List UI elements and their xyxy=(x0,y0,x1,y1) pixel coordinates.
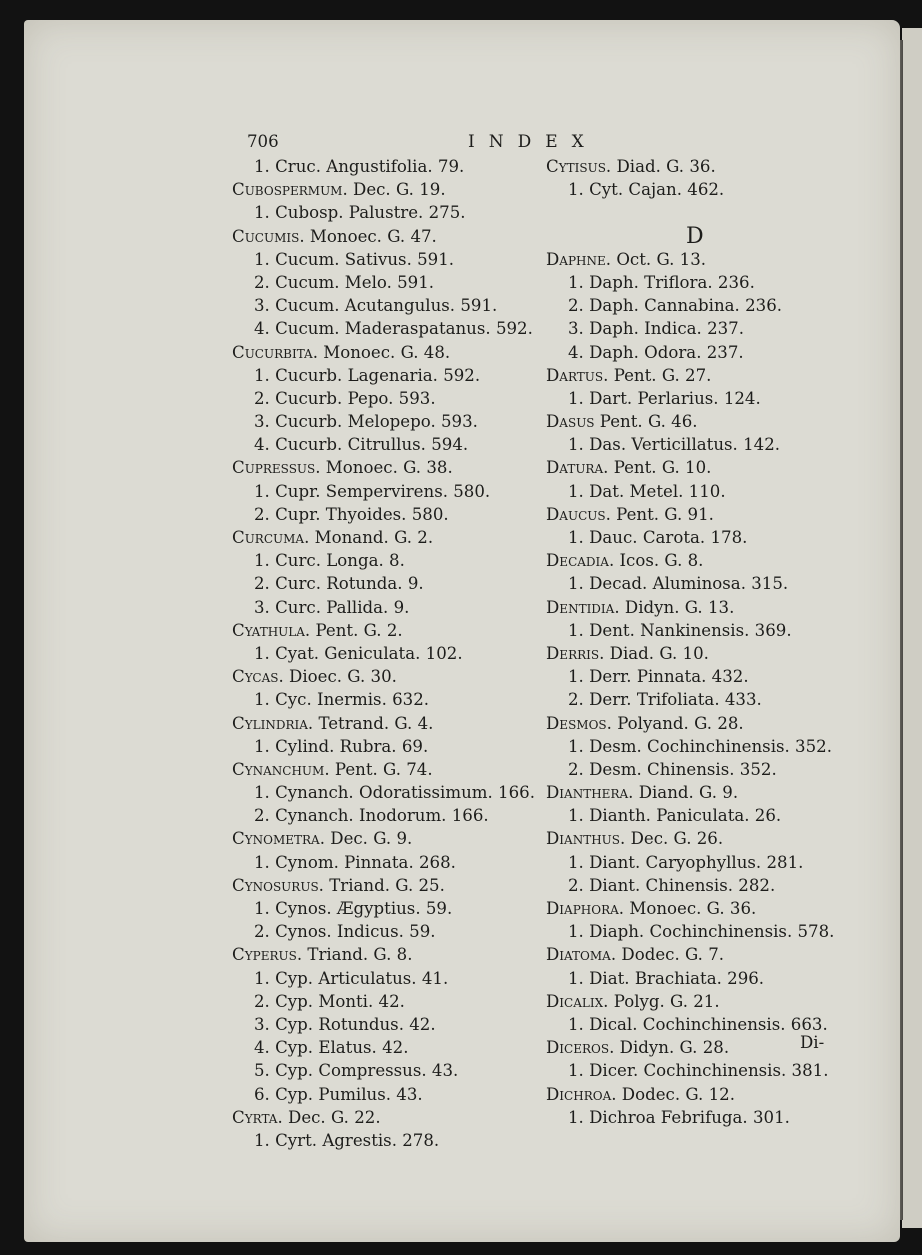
species-entry: 1. Cruc. Angustifolia. 79. xyxy=(254,157,465,176)
species-entry: 1. Dical. Cochinchinensis. 663. xyxy=(568,1014,828,1034)
genus-entry xyxy=(232,225,535,248)
genus-name: Decadia xyxy=(546,551,609,571)
genus-details: . Monoec. G. 38. xyxy=(315,458,453,478)
genus-entry xyxy=(546,364,834,387)
species-entry: 3. Cyp. Rotundus. 42. xyxy=(254,1014,436,1034)
genus-name: Diatoma xyxy=(546,945,611,965)
genus-entry xyxy=(546,503,834,526)
genus-details: . Tetrand. G. 4. xyxy=(307,713,434,733)
species-entry: 1. Dart. Perlarius. 124. xyxy=(568,388,761,408)
genus-name: Cucumis xyxy=(232,226,300,246)
genus-entry xyxy=(232,943,535,966)
species-entry: 2. Derr. Trifoliata. 433. xyxy=(568,690,762,710)
species-entry: 2. Cucurb. Pepo. 593. xyxy=(254,388,436,408)
species-entry: 1. Dauc. Carota. 178. xyxy=(568,528,748,547)
species-entry: 1. Decad. Aluminosa. 315. xyxy=(568,574,789,594)
next-page-edge xyxy=(902,28,922,1228)
genus-entry xyxy=(232,874,535,897)
species-entry: 1. Cynos. Ægyptius. 59. xyxy=(254,899,453,918)
genus-details: . Didyn. G. 13. xyxy=(614,597,735,617)
species-entry: 1. Diaph. Cochinchinensis. 578. xyxy=(568,922,835,942)
species-entry: 4. Daph. Odora. 237. xyxy=(568,342,744,362)
genus-name: Cynometra xyxy=(232,829,320,849)
page-title: INDEX xyxy=(468,132,598,152)
genus-name: Dichroa xyxy=(546,1084,612,1104)
genus-details: . Monoec. G. 47. xyxy=(299,226,437,246)
genus-entry xyxy=(232,619,535,642)
genus-details: . Dec. G. 9. xyxy=(319,829,413,849)
genus-name: Curcuma xyxy=(232,528,305,547)
species-entry: 6. Cyp. Pumilus. 43. xyxy=(254,1084,423,1104)
species-entry: 1. Desm. Cochinchinensis. 352. xyxy=(568,736,833,756)
genus-details: . Pent. G. 74. xyxy=(324,759,433,779)
genus-name: Cupressus xyxy=(232,458,316,478)
genus-details: . Pent. G. 10. xyxy=(603,458,712,478)
genus-entry xyxy=(232,178,535,201)
species-entry: 1. Dat. Metel. 110. xyxy=(568,481,726,501)
genus-entry xyxy=(546,943,834,966)
species-entry: 4. Cyp. Elatus. 42. xyxy=(254,1038,409,1058)
genus-details: . Diad. G. 10. xyxy=(599,643,709,663)
genus-entry xyxy=(546,410,834,433)
genus-entry xyxy=(546,1036,834,1059)
species-entry: 2. Cyp. Monti. 42. xyxy=(254,991,405,1011)
species-entry: 1. Derr. Pinnata. 432. xyxy=(568,667,749,687)
genus-name: Cucurbita xyxy=(232,342,313,362)
species-entry: 2. Cucum. Melo. 591. xyxy=(254,272,435,292)
species-entry: 1. Curc. Longa. 8. xyxy=(254,551,405,571)
genus-entry xyxy=(546,712,834,735)
genus-name: Cyrta xyxy=(232,1107,278,1127)
species-entry: 2. Cynos. Indicus. 59. xyxy=(254,922,436,942)
species-entry: 1. Cubosp. Palustre. 275. xyxy=(254,203,466,223)
index-column-left xyxy=(232,155,535,1152)
genus-entry xyxy=(546,1083,834,1106)
species-entry: 1. Cylind. Rubra. 69. xyxy=(254,736,429,756)
genus-name: Cynanchum xyxy=(232,759,325,779)
genus-entry xyxy=(232,758,535,781)
genus-details: . Diad. G. 36. xyxy=(605,157,716,176)
species-entry: 1. Dichroa Febrifuga. 301. xyxy=(568,1107,790,1127)
genus-entry xyxy=(546,596,834,619)
species-entry: 4. Cucum. Maderaspatanus. 592. xyxy=(254,319,533,339)
genus-name: Daphne xyxy=(546,249,606,269)
genus-name: Cytisus xyxy=(546,157,606,176)
genus-details: . Dioec. G. 30. xyxy=(278,667,397,687)
genus-name: Cycas xyxy=(232,667,279,687)
genus-name: Datura xyxy=(546,458,604,478)
genus-entry xyxy=(546,456,834,479)
genus-entry xyxy=(232,526,535,549)
genus-details: . Pent. G. 91. xyxy=(605,504,714,524)
genus-entry xyxy=(546,642,834,665)
genus-details: . Oct. G. 13. xyxy=(605,249,707,269)
species-entry: 1. Cyt. Cajan. 462. xyxy=(568,180,725,200)
genus-name: Dasus xyxy=(546,412,595,432)
species-entry: 1. Dianth. Paniculata. 26. xyxy=(568,806,782,826)
species-entry: 1. Diat. Brachiata. 296. xyxy=(568,968,765,988)
species-entry: 1. Cyat. Geniculata. 102. xyxy=(254,643,463,663)
genus-details: . Monand. G. 2. xyxy=(304,528,434,547)
genus-name: Dartus xyxy=(546,365,604,385)
genus-entry xyxy=(232,456,535,479)
species-entry: 3. Curc. Pallida. 9. xyxy=(254,597,410,617)
genus-name: Dentidia xyxy=(546,597,615,617)
genus-entry xyxy=(232,341,535,364)
index-column-right xyxy=(546,155,834,1129)
genus-details: . Triand. G. 25. xyxy=(318,875,445,895)
genus-details: . Dec. G. 22. xyxy=(277,1107,381,1127)
genus-name: Dianthera xyxy=(546,783,629,803)
genus-name: Cynosurus xyxy=(232,875,319,895)
species-entry: 1. Das. Verticillatus. 142. xyxy=(568,435,781,455)
species-entry: 1. Cyp. Articulatus. 41. xyxy=(254,968,449,988)
genus-entry xyxy=(546,781,834,804)
genus-name: Daucus xyxy=(546,504,606,524)
genus-entry xyxy=(232,665,535,688)
genus-entry xyxy=(546,990,834,1013)
genus-entry xyxy=(546,155,834,178)
species-entry: 1. Cupr. Sempervirens. 580. xyxy=(254,481,491,501)
species-entry: 2. Cupr. Thyoides. 580. xyxy=(254,504,449,524)
genus-details: . Dec. G. 19. xyxy=(342,180,446,200)
blank-line xyxy=(546,201,834,224)
genus-entry xyxy=(546,897,834,920)
species-entry: 1. Daph. Triflora. 236. xyxy=(568,272,755,292)
genus-details: . Didyn. G. 28. xyxy=(609,1038,730,1058)
species-entry: 3. Cucurb. Melopepo. 593. xyxy=(254,412,478,432)
species-entry: 1. Cynanch. Odoratissimum. 166. xyxy=(254,783,535,803)
species-entry: 1. Dicer. Cochinchinensis. 381. xyxy=(568,1061,829,1081)
species-entry: 1. Dent. Nankinensis. 369. xyxy=(568,620,792,640)
species-entry: 1. Cucurb. Lagenaria. 592. xyxy=(254,365,481,385)
page-number: 706 xyxy=(247,132,279,151)
genus-name: Diceros xyxy=(546,1038,610,1058)
genus-details: . Pent. G. 27. xyxy=(603,365,712,385)
species-entry: 2. Cynanch. Inodorum. 166. xyxy=(254,806,489,826)
species-entry: 2. Curc. Rotunda. 9. xyxy=(254,574,424,594)
genus-name: Derris xyxy=(546,643,600,663)
genus-entry xyxy=(546,827,834,850)
genus-details: . Monoec. G. 48. xyxy=(312,342,451,362)
genus-details: Pent. G. 46. xyxy=(594,412,698,432)
species-entry: 1. Cyc. Inermis. 632. xyxy=(254,690,430,710)
species-entry: 3. Cucum. Acutangulus. 591. xyxy=(254,296,498,316)
genus-name: Cubospermum xyxy=(232,180,343,200)
genus-entry xyxy=(232,1106,535,1129)
species-entry: 1. Cynom. Pinnata. 268. xyxy=(254,852,456,872)
genus-details: . Monoec. G. 36. xyxy=(618,899,757,918)
genus-details: . Dodec. G. 7. xyxy=(610,945,725,965)
species-entry: 5. Cyp. Compressus. 43. xyxy=(254,1061,459,1081)
genus-details: . Pent. G. 2. xyxy=(304,620,403,640)
genus-name: Diaphora xyxy=(546,899,619,918)
species-entry: 1. Cucum. Sativus. 591. xyxy=(254,249,455,269)
catchword: Di- xyxy=(800,1033,825,1052)
species-entry: 2. Daph. Cannabina. 236. xyxy=(568,296,783,316)
genus-name: Desmos xyxy=(546,713,607,733)
genus-name: Cylindria xyxy=(232,713,308,733)
genus-details: . Dec. G. 26. xyxy=(620,829,724,849)
species-entry: 3. Daph. Indica. 237. xyxy=(568,319,745,339)
genus-entry xyxy=(232,827,535,850)
genus-details: . Triand. G. 8. xyxy=(296,945,413,965)
genus-details: . Polyand. G. 28. xyxy=(606,713,744,733)
genus-details: . Icos. G. 8. xyxy=(608,551,704,571)
species-entry: 1. Cyrt. Agrestis. 278. xyxy=(254,1130,440,1150)
species-entry: 2. Desm. Chinensis. 352. xyxy=(568,759,777,779)
genus-entry xyxy=(232,712,535,735)
genus-name: Dicalix xyxy=(546,991,604,1011)
section-letter: D xyxy=(686,223,704,249)
species-entry: 1. Diant. Caryophyllus. 281. xyxy=(568,852,804,872)
genus-name: Dianthus xyxy=(546,829,621,849)
genus-entry xyxy=(546,248,834,271)
genus-details: . Polyg. G. 21. xyxy=(603,991,720,1011)
genus-details: . Diand. G. 9. xyxy=(628,783,739,803)
genus-details: . Dodec. G. 12. xyxy=(611,1084,735,1104)
species-entry: 2. Diant. Chinensis. 282. xyxy=(568,875,776,895)
genus-name: Cyathula xyxy=(232,620,305,640)
genus-entry xyxy=(546,549,834,572)
species-entry: 4. Cucurb. Citrullus. 594. xyxy=(254,435,469,455)
genus-name: Cyperus xyxy=(232,945,297,965)
